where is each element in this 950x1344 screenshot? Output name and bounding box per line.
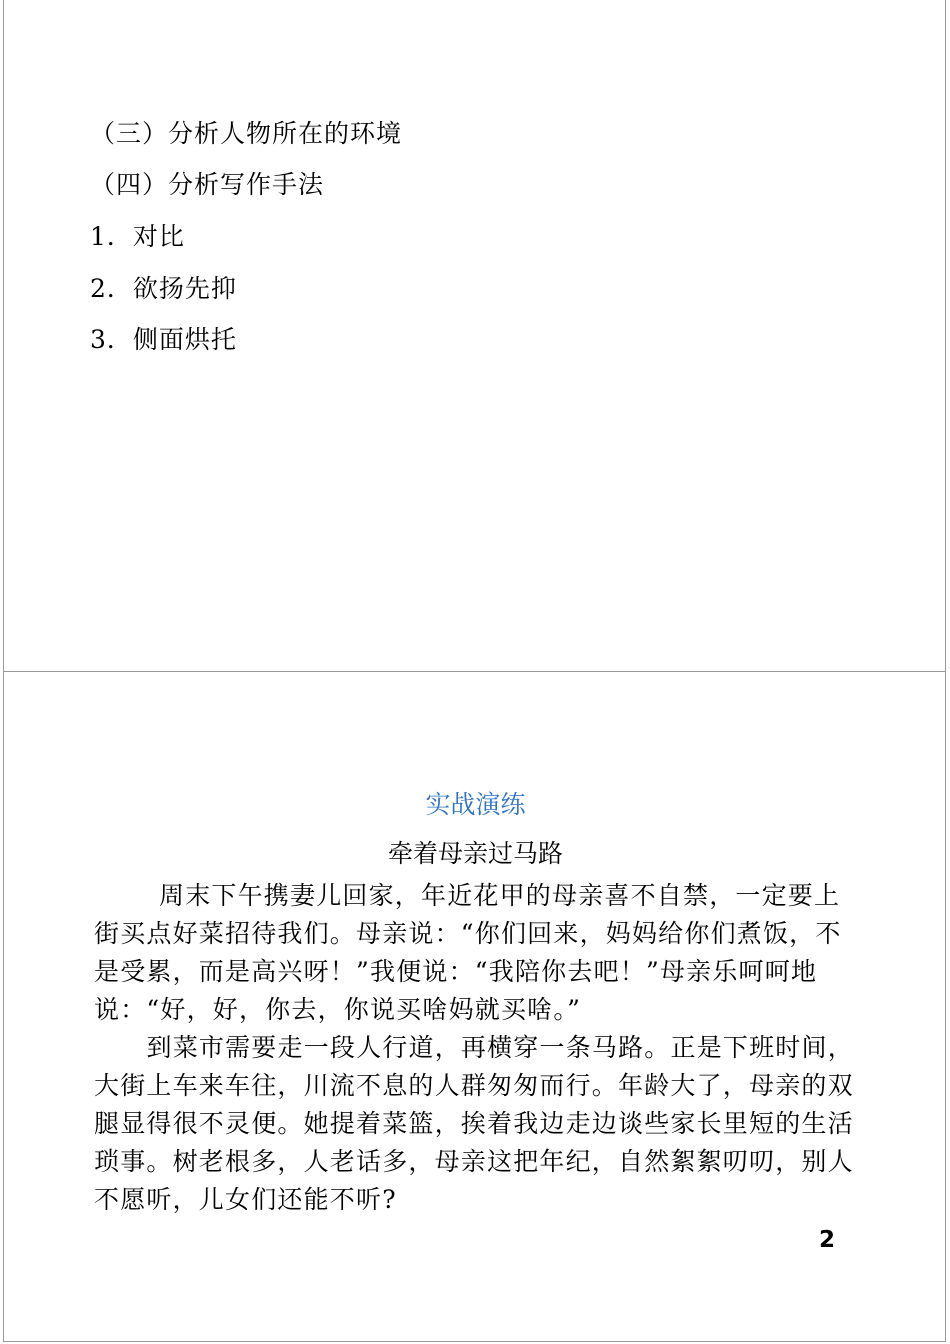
outline-item-contrast: 1．对比 <box>90 222 185 251</box>
paragraph-1: 周末下午携妻儿回家，年近花甲的母亲喜不自禁，一定要上街买点好菜招待我们。母亲说：“你们回来，妈妈给你们煮饭，不是受累，而是高兴呀！”我便说：“我陪你去吧！”母亲乐呵呵地说：“好，好，你去，你说买啥妈就买啥。” <box>94 881 842 1024</box>
slide-1 <box>3 0 946 672</box>
page-number: 2 <box>819 1227 836 1253</box>
paragraph-2: 到菜市需要走一段人行道，再横穿一条马路。正是下班时间，大街上车来车往，川流不息的人群匆匆而行。年龄大了，母亲的双腿显得很不灵便。她提着菜篮，挨着我边走边谈些家长里短的生活琐事。树老根多，人老话多，母亲这把年纪，自然絮絮叨叨，别人不愿听，儿女们还能不听? <box>94 1033 854 1214</box>
article-body <box>94 877 864 1219</box>
section-heading: 实战演练 <box>425 790 526 819</box>
outline-item-techniques: （四）分析写作手法 <box>90 170 325 199</box>
outline-item-environment: （三）分析人物所在的环境 <box>90 119 403 148</box>
slide-2 <box>3 671 946 1342</box>
outline-item-side-foil: 3．侧面烘托 <box>90 325 237 354</box>
article-title: 牵着母亲过马路 <box>387 839 563 868</box>
outline-item-suppress-then-praise: 2．欲扬先抑 <box>90 274 237 303</box>
